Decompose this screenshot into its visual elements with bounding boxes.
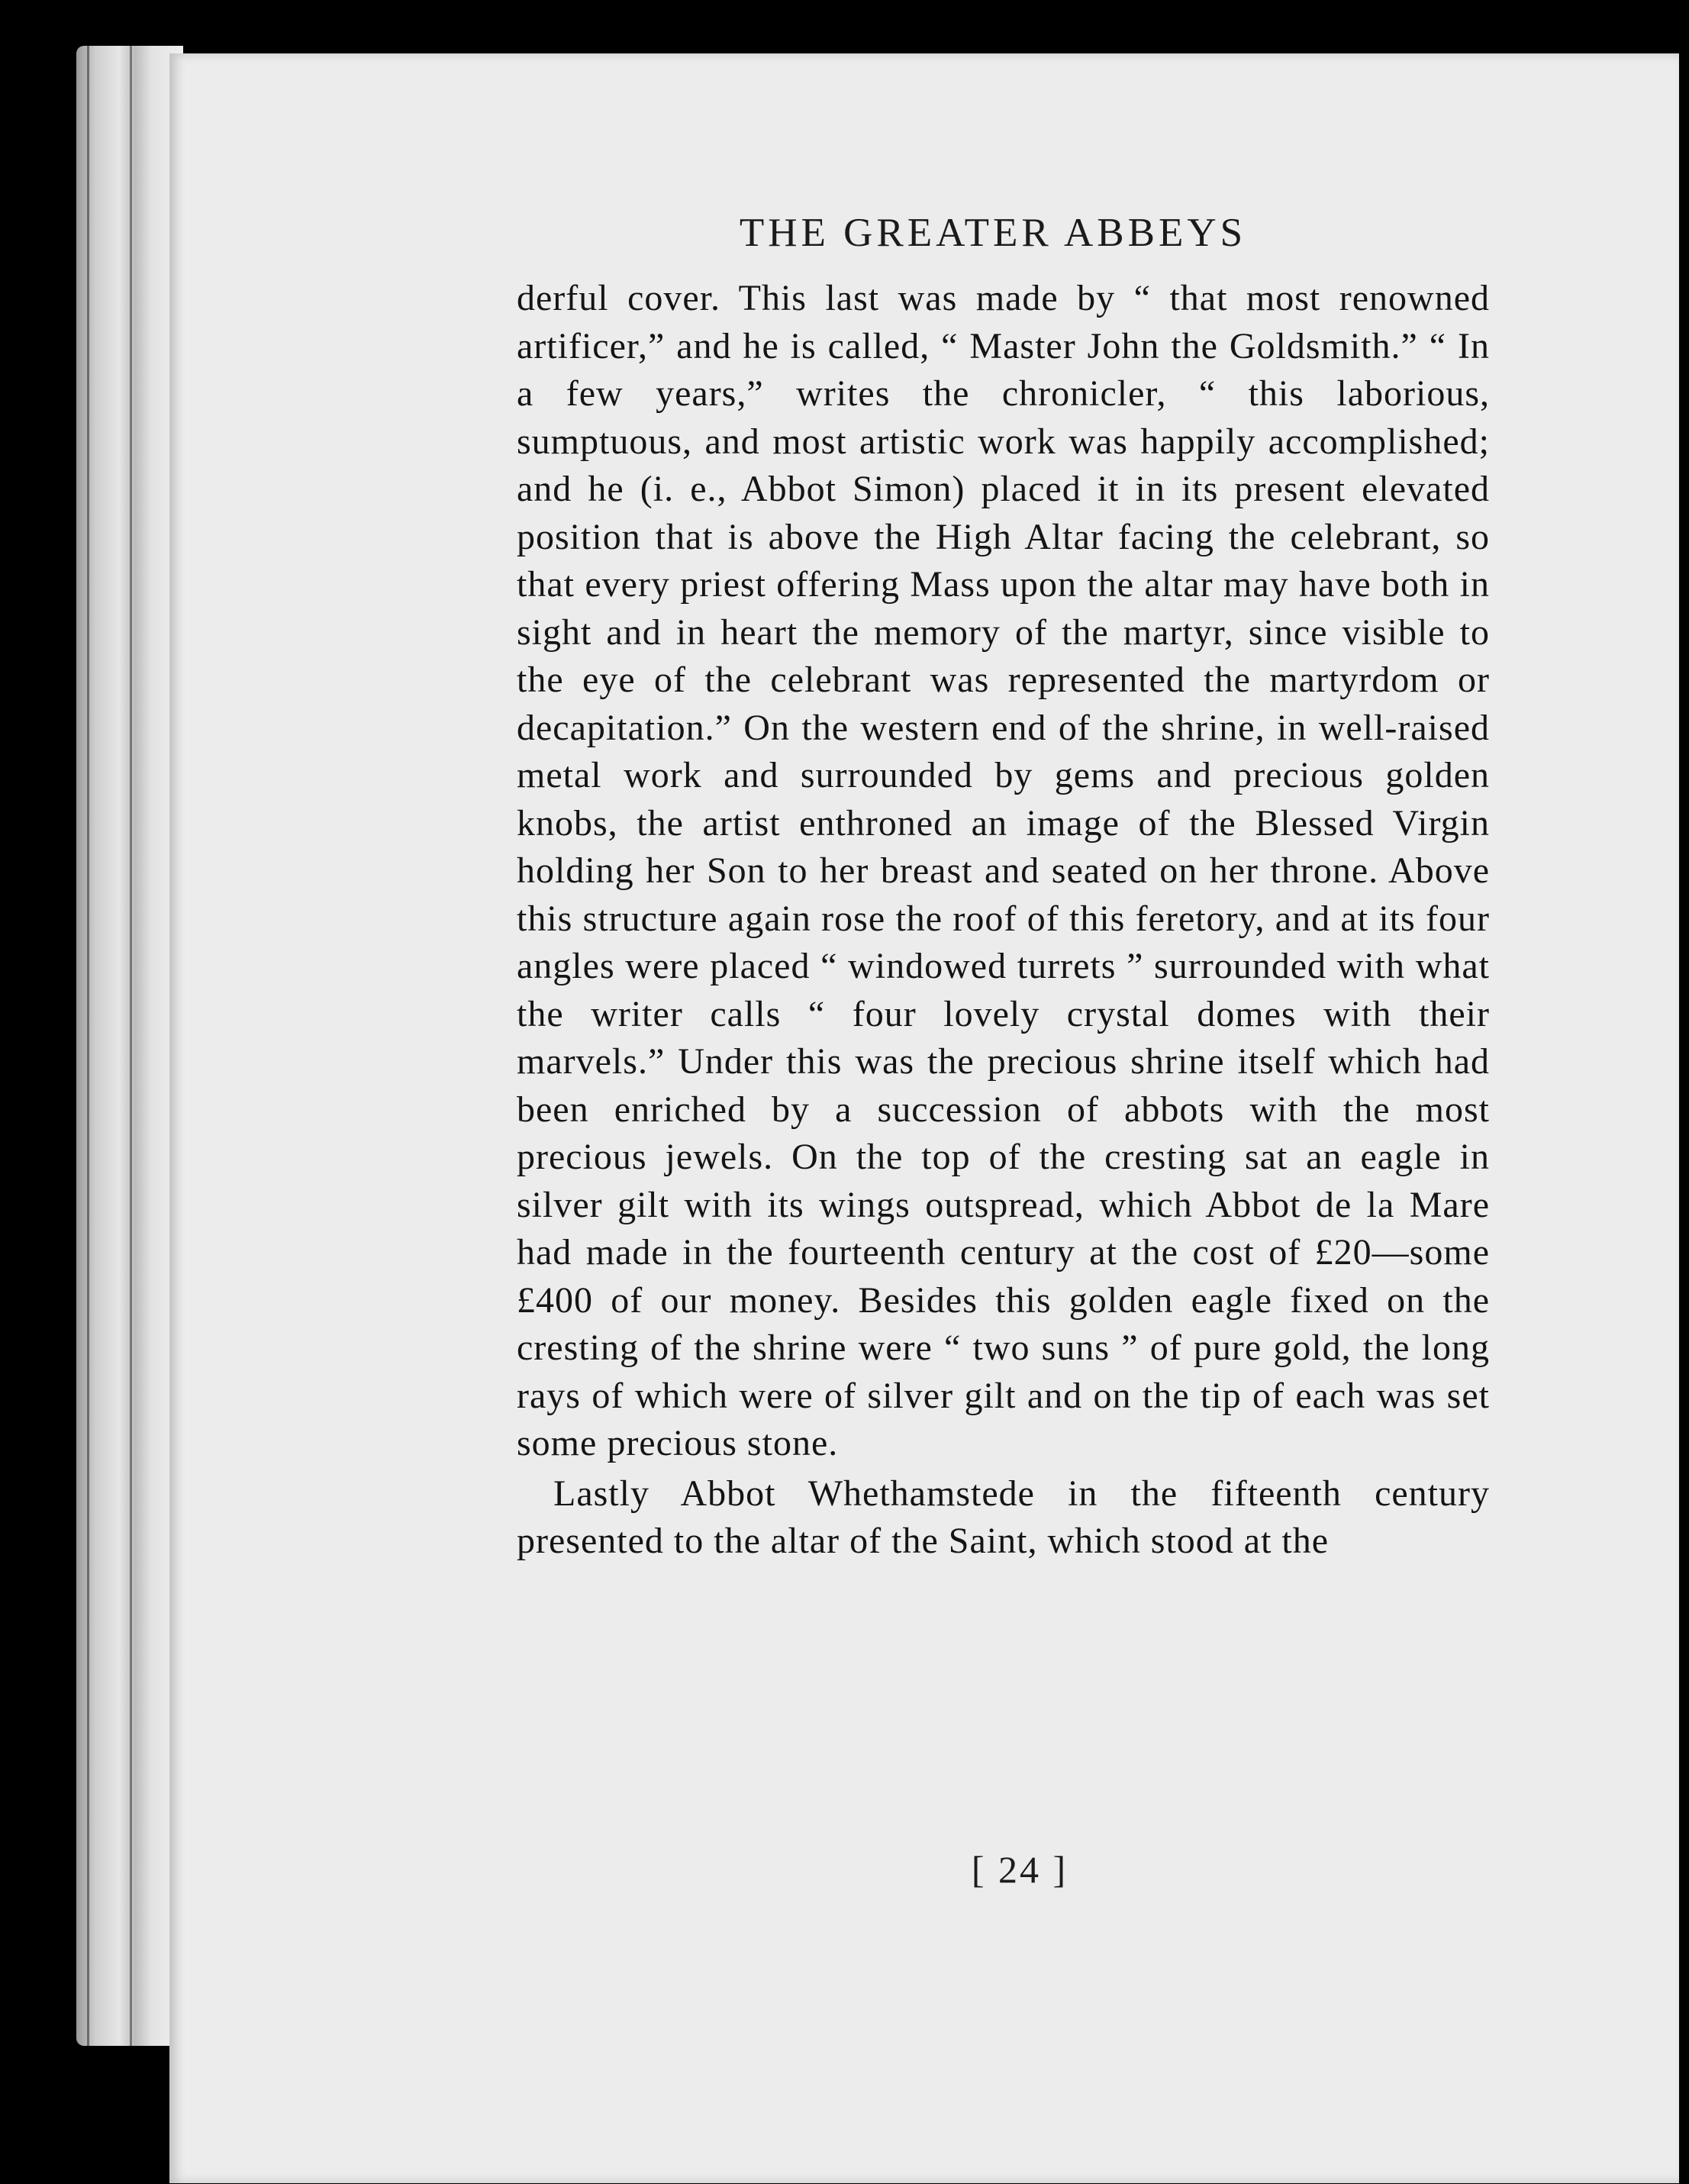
book-page xyxy=(169,53,1679,2183)
paragraph: derful cover. This last was made by “ that most renowned artificer,” and he is called, “ Master John the Goldsmith.” “ In a few years,” writes the chronicler, “ this laborious, sumptuous, and most artistic work was happily accomplished; and he (i. e., Abbot Simon) placed it in its present elevated position that is above the High Altar facing the celebrant, so that every priest offering Mass upon the altar may have both in sight and in heart the memory of the martyr, since visible to the eye of the celebrant was represented the martyrdom or decapitation.” On the western end of the shrine, in well-raised metal work and surrounded by gems and precious golden knobs, the artist enthroned an image of the Blessed Virgin holding her Son to her breast and seated on her throne. Above this structure again rose the roof of this feretory, and at its four angles were placed “ windowed turrets ” surrounded with what the writer calls “ four lovely crystal domes with their marvels.” Under this was the precious shrine itself which had been enriched by a succession of abbots with the most precious jewels. On the top of the cresting sat an eagle in silver gilt with its wings outspread, which Abbot de la Mare had made in the fourteenth century at the cost of £20—some £400 of our money. Besides this golden eagle fixed on the cresting of the shrine were “ two suns ” of pure gold, the long rays of which were of silver gilt and on the tip of each was set some precious stone. xyxy=(517,278,1490,1463)
paragraph: Lastly Abbot Whethamstede in the fifteenth century presented to the altar of the Saint, which stood at the xyxy=(517,1473,1490,1561)
body-text xyxy=(517,275,1490,1566)
page-number: [ 24 ] xyxy=(971,1848,1069,1891)
running-head: THE GREATER ABBEYS xyxy=(739,211,1247,255)
book-page-edges xyxy=(76,46,183,2046)
